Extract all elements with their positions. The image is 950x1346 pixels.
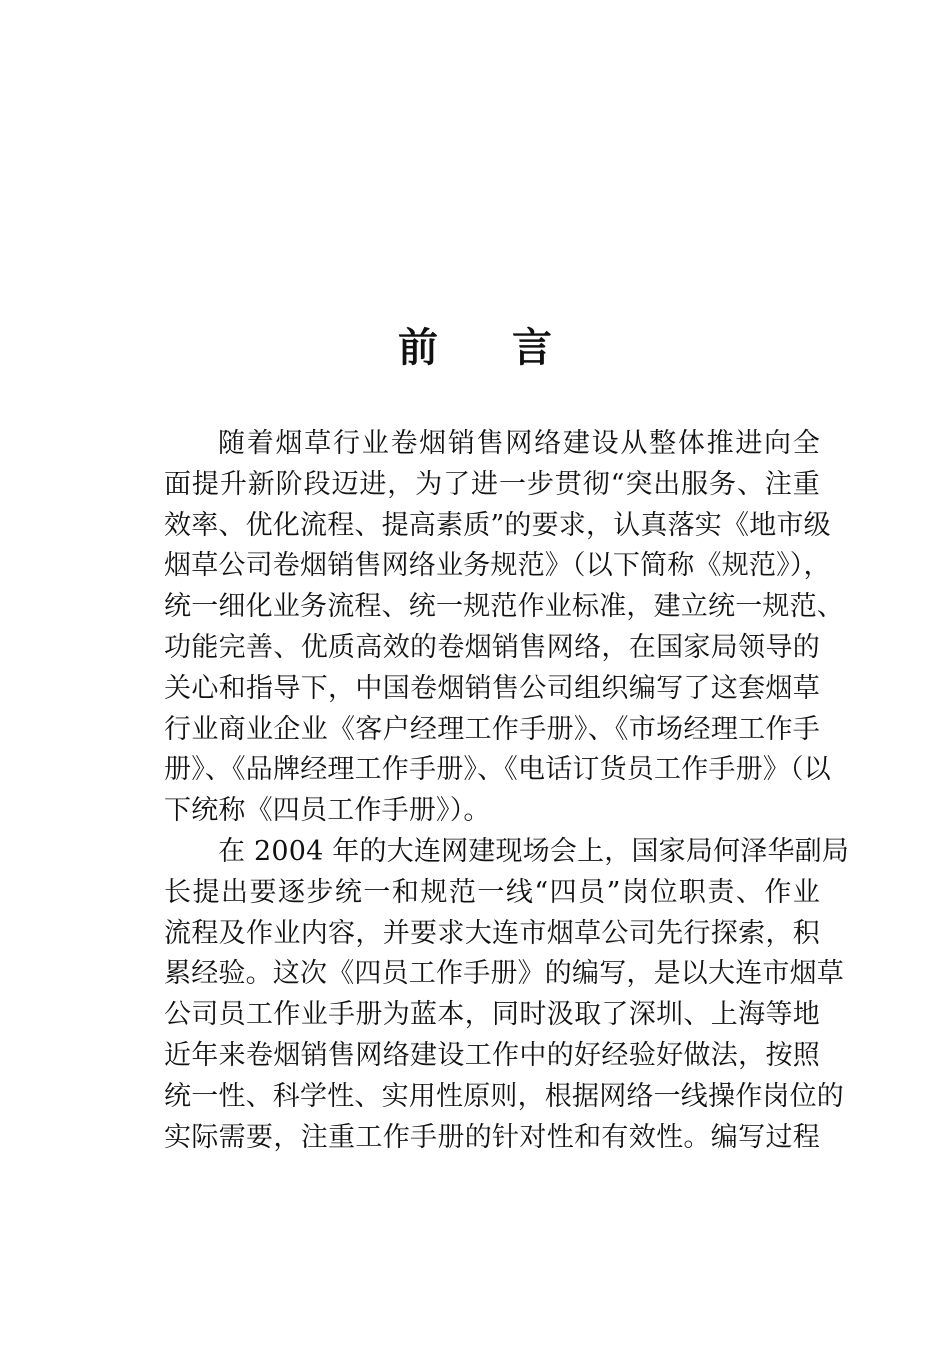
paragraph-2-line-1: 在 2004 年的大连网建现场会上，国家局何泽华副局 (218, 835, 850, 867)
paragraph-1-line-7: 关心和指导下，中国卷烟销售公司组织编写了这套烟草 (164, 672, 820, 704)
paragraph-2-line-4: 累经验。这次《四员工作手册》的编写，是以大连市烟草 (164, 958, 844, 990)
paragraph-2-line-6: 近年来卷烟销售网络建设工作中的好经验好做法，按照 (164, 1039, 820, 1071)
paragraph-1-line-6: 功能完善、优质高效的卷烟销售网络，在国家局领导的 (164, 631, 820, 663)
paragraph-1-line-1: 随着烟草行业卷烟销售网络建设从整体推进向全 (218, 428, 820, 459)
paragraph-1-line-9: 册》、《品牌经理工作手册》、《电话订货员工作手册》（以 (164, 754, 831, 786)
paragraph-2-line-5: 公司员工作业手册为蓝本，同时汲取了深圳、上海等地 (164, 999, 820, 1031)
paragraph-1-line-10: 下统称《四员工作手册》）。 (164, 795, 491, 827)
paragraph-2-line-2: 长提出要逐步统一和规范一线“四员”岗位职责、作业 (164, 876, 820, 908)
paragraph-1-line-8: 行业商业企业《客户经理工作手册》、《市场经理工作手 (164, 713, 820, 745)
paragraph-2-line-8: 实际需要，注重工作手册的针对性和有效性。编写过程 (164, 1121, 820, 1153)
paragraph-1-line-4: 烟草公司卷烟销售网络业务规范》（以下简称《规范》）， (164, 550, 831, 582)
paragraph-1-line-2: 面提升新阶段迈进，为了进一步贯彻“突出服务、注重 (164, 468, 820, 500)
paragraph-1-line-3: 效率、优化流程、提高素质”的要求，认真落实《地市级 (164, 509, 831, 541)
paragraph-2-line-3: 流程及作业内容，并要求大连市烟草公司先行探索，积 (164, 917, 820, 949)
page-title: 前 言 (398, 324, 582, 371)
paragraph-2-line-7: 统一性、科学性、实用性原则，根据网络一线操作岗位的 (164, 1080, 844, 1112)
body-text (164, 424, 850, 1158)
paragraph-1-line-5: 统一细化业务流程、统一规范作业标准，建立统一规范、 (164, 591, 844, 623)
